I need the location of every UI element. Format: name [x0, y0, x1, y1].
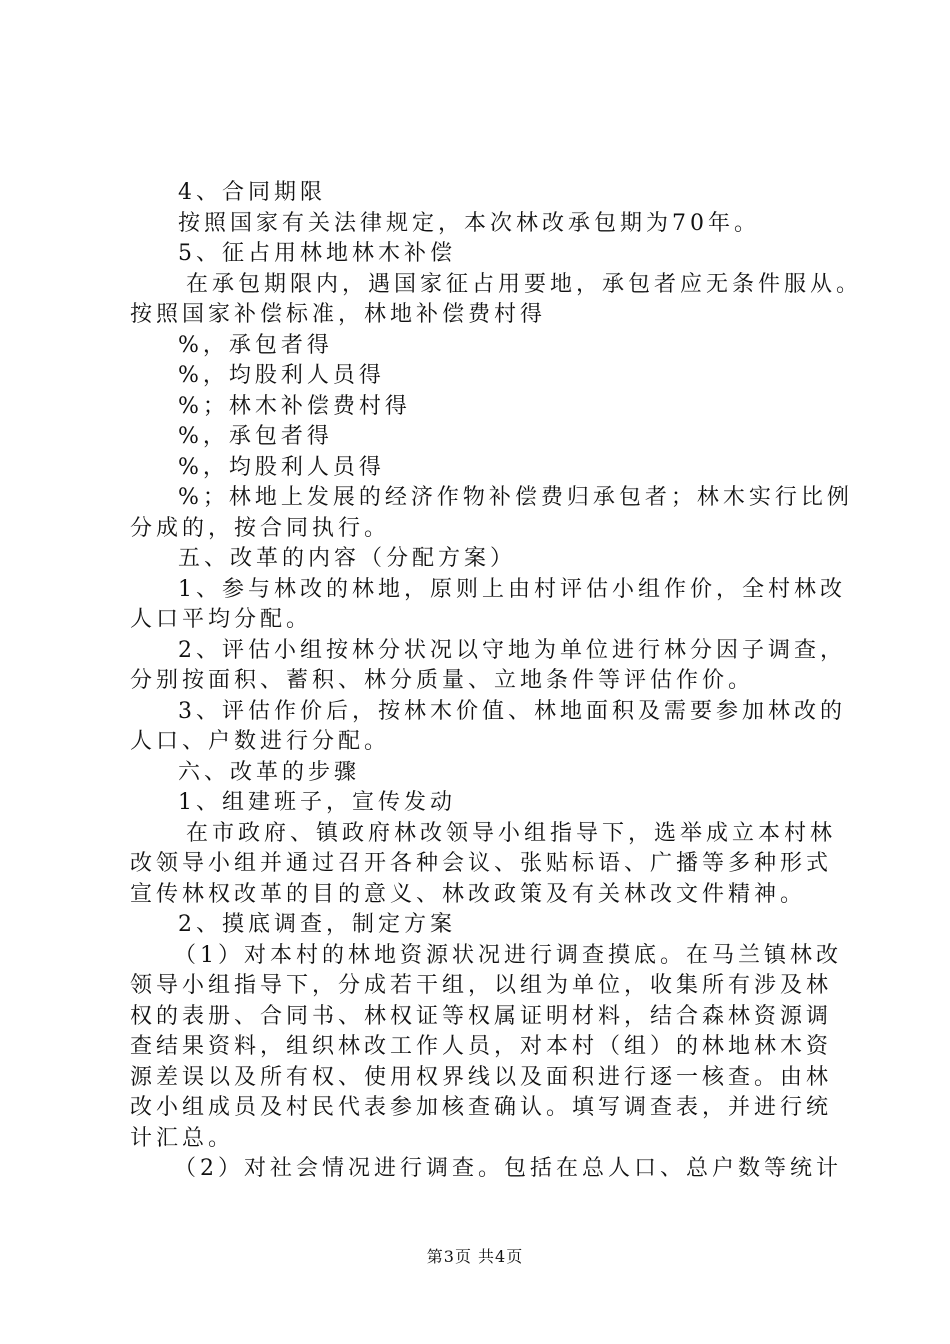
text-line: 3、评估作价后，按林木价值、林地面积及需要参加林改的	[178, 698, 846, 724]
text-line: 按照国家补偿标准，林地补偿费村得	[130, 302, 547, 327]
text-line: 分别按面积、蓄积、林分质量、立地条件等评估作价。	[130, 668, 755, 693]
text-line: 在承包期限内，遇国家征占用要地，承包者应无条件服从。	[186, 271, 863, 297]
text-line: （1）对本村的林地资源状况进行调查摸底。在马兰镇林改	[174, 942, 842, 968]
text-line: %；林木补偿费村得	[178, 393, 411, 419]
text-line: 2、摸底调查，制定方案	[178, 912, 456, 937]
text-line: %，承包者得	[178, 424, 333, 449]
text-line: %，均股利人员得	[178, 454, 385, 480]
text-line: 1、参与林改的林地，原则上由村评估小组作价，全村林改	[178, 576, 846, 602]
text-line: 计汇总。	[130, 1125, 235, 1151]
text-line: 六、改革的步骤	[178, 759, 361, 785]
text-line: %，均股利人员得	[178, 363, 385, 388]
text-line: 1、组建班子，宣传发动	[178, 790, 456, 815]
text-line: 宣传林权改革的目的意义、林改政策及有关林改文件精神。	[130, 881, 807, 907]
text-line: 4、合同期限	[178, 180, 326, 205]
text-line: 五、改革的内容（分配方案）	[178, 546, 517, 571]
text-line: 按照国家有关法律规定，本次林改承包期为70年。	[178, 210, 760, 236]
text-line: 查结果资料，组织林改工作人员，对本村（组）的林地林木资	[130, 1034, 833, 1059]
text-line: （2）对社会情况进行调查。包括在总人口、总户数等统计	[174, 1156, 842, 1181]
document-body	[130, 178, 863, 1185]
text-line: 人口平均分配。	[130, 607, 313, 632]
text-line: 2、评估小组按林分状况以守地为单位进行林分因子调查，	[178, 637, 846, 663]
text-line: %；林地上发展的经济作物补偿费归承包者；林木实行比例	[178, 485, 853, 510]
page-footer: 第3页 共4页	[426, 1247, 524, 1266]
text-line: 分成的，按合同执行。	[130, 515, 391, 541]
text-line: 权的表册、合同书、林权证等权属证明材料，结合森林资源调	[130, 1003, 833, 1029]
text-line: 领导小组指导下，分成若干组，以组为单位，收集所有涉及林	[130, 973, 833, 998]
text-line: 源差误以及所有权、使用权界线以及面积进行逐一核查。由林	[130, 1064, 833, 1090]
text-line: 人口、户数进行分配。	[130, 729, 391, 754]
text-line: 在市政府、镇政府林改领导小组指导下，选举成立本村林	[186, 820, 837, 846]
text-line: 改领导小组并通过召开各种会议、张贴标语、广播等多种形式	[130, 851, 833, 876]
text-line: 5、征占用林地林木补偿	[178, 241, 456, 266]
text-line: 改小组成员及村民代表参加核查确认。填写调查表，并进行统	[130, 1095, 833, 1120]
text-line: %，承包者得	[178, 332, 333, 358]
